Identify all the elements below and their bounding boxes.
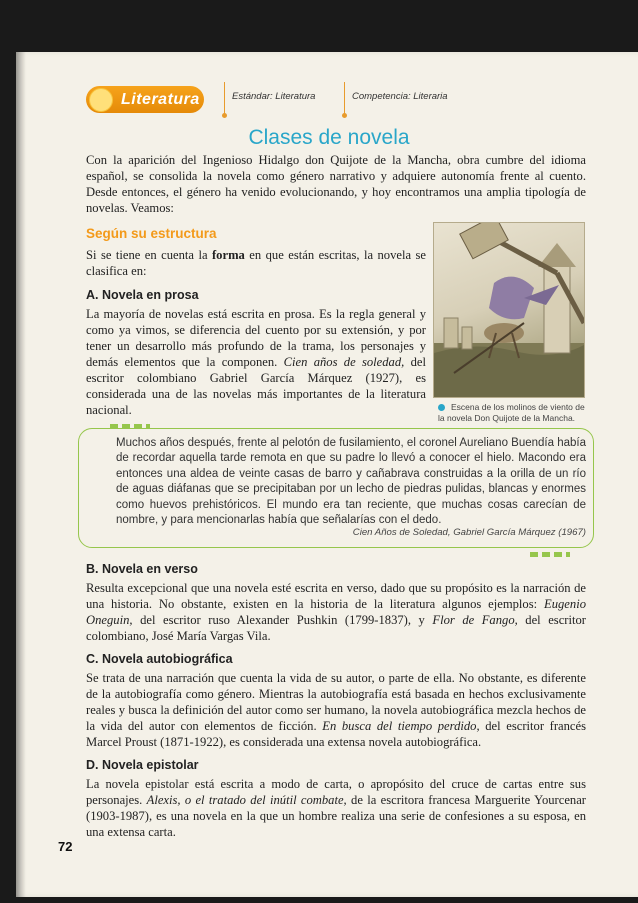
quote-citation: Cien Años de Soledad, Gabriel García Márquez (1967) xyxy=(352,527,586,538)
image-caption xyxy=(438,402,588,424)
verse-italic-2: Flor de Fango, xyxy=(432,613,518,627)
standard-divider xyxy=(224,82,225,116)
section-intro-bold: forma xyxy=(211,248,245,262)
section-heading: Según su estructura xyxy=(86,226,217,241)
auto-text-post: del escritor francés Marcel Proust (1871-1922), es considerada una extensa novela autobiográfica. xyxy=(86,719,586,749)
epist-text-pre: La novela epistolar está escrita a modo de carta, o apropósito del cruce de cartas entre sus personajes. xyxy=(86,777,586,807)
competence-divider xyxy=(344,82,345,116)
competence-label: Competencia: Literaria xyxy=(352,91,448,102)
verse-text-pre: Resulta excepcional que una novela esté escrita en verso, dado que su propósito es la narración de una historia. No obstante, existen en la historia de la literatura algunos ejemplos: xyxy=(86,581,586,611)
prose-text-pre: La mayoría de novelas está escrita en prosa. Es la regla general y como ya vimos, se diferencia del cuento por su extensión, y por tener un desarrollo más profundo de la trama, los personajes y demás elementos que la componen. xyxy=(86,307,426,369)
windmill-illustration xyxy=(433,222,585,398)
epist-text-post: de la escritora francesa Marguerite Yourcenar (1903-1987), es una novela en la que un hombre realiza una serie de confesiones a su esposa, en una extensa carta. xyxy=(86,793,587,839)
heading-epistolary: D. Novela epistolar xyxy=(86,758,199,772)
page-header xyxy=(86,82,638,122)
prose-paragraph xyxy=(86,306,426,418)
quote-decoration-top xyxy=(110,424,150,429)
verse-text-mid: del escritor ruso Alexander Pushkin (1799-1837), y xyxy=(132,613,433,627)
section-badge-label: Literatura xyxy=(121,90,200,108)
badge-circle-icon xyxy=(89,88,113,112)
page-title: Clases de novela xyxy=(248,126,410,149)
intro-paragraph: Con la aparición del Ingenioso Hidalgo don Quijote de la Mancha, obra cumbre del idioma español, se consolida la novela como género narrativo y adquiere autonomía frente al cuento. Desde entonces, el género ha venido evolucionando, y hoy encontramos una amplia tipología de novelas. Veamos: xyxy=(86,153,586,215)
verse-italic-1: Eugenio Oneguin, xyxy=(86,597,586,627)
caption-bullet-icon xyxy=(438,404,445,411)
windmill-scene-icon xyxy=(434,223,584,397)
heading-verse: B. Novela en verso xyxy=(86,562,198,576)
standard-label: Estándar: Literatura xyxy=(232,91,316,102)
verse-paragraph xyxy=(86,580,586,644)
quote-text: Muchos años después, frente al pelotón de fusilamiento, el coronel Aureliano Buendía había de recordar aquella tarde remota en que su padre lo llevó a conocer el hielo. Macondo era entonces una aldea de veinte casas de barro y cañabrava construidas a la orilla de un río de aguas diáfanas que se precipitaban por un lecho de piedras pulidas, blancas y enormes como huevos prehistóricos. El mundo era tan reciente, que muchas cosas carecían de nombre, y para mencionarlas había que señalarías con el dedo. xyxy=(116,437,586,527)
auto-text-pre: Se trata de una narración que cuenta la vida de su autor, o parte de ella. No obstante, es diferente de la autobiografía como género. Mientras la autobiografía está basada en hechos exclusivamente reales y busca la definición del autor como ser humano, la novela autobiográfica mezcla hechos de la vida del autor con elementos de ficción. xyxy=(86,671,586,733)
epist-italic: Alexis, o el tratado del inútil combate, xyxy=(146,793,347,807)
section-badge xyxy=(86,86,204,113)
epistolary-paragraph xyxy=(86,776,586,840)
verse-text-post: del escritor colombiano, José María Vargas Vila. xyxy=(86,613,586,643)
image-caption-text: Escena de los molinos de viento de la novela Don Quijote de la Mancha. xyxy=(438,402,585,423)
page-number: 72 xyxy=(58,839,73,854)
section-intro-post: en que están escritas, la novela se clasifica en: xyxy=(86,248,426,278)
heading-prose: A. Novela en prosa xyxy=(86,288,199,302)
section-intro xyxy=(86,247,426,279)
quote-decoration-bottom xyxy=(530,552,570,557)
page-edge-shadow xyxy=(16,52,26,897)
heading-autobiographical: C. Novela autobiográfica xyxy=(86,652,233,666)
section-intro-pre: Si se tiene en cuenta la xyxy=(86,248,212,262)
autobiographical-paragraph xyxy=(86,670,586,750)
auto-italic: En busca del tiempo perdido, xyxy=(322,719,480,733)
prose-text-post: del escritor colombiano Gabriel García Márquez (1927), es considerada una de las novelas más importantes de la literatura nacional. xyxy=(86,355,426,417)
prose-text-italic: Cien años de soledad, xyxy=(283,355,405,369)
